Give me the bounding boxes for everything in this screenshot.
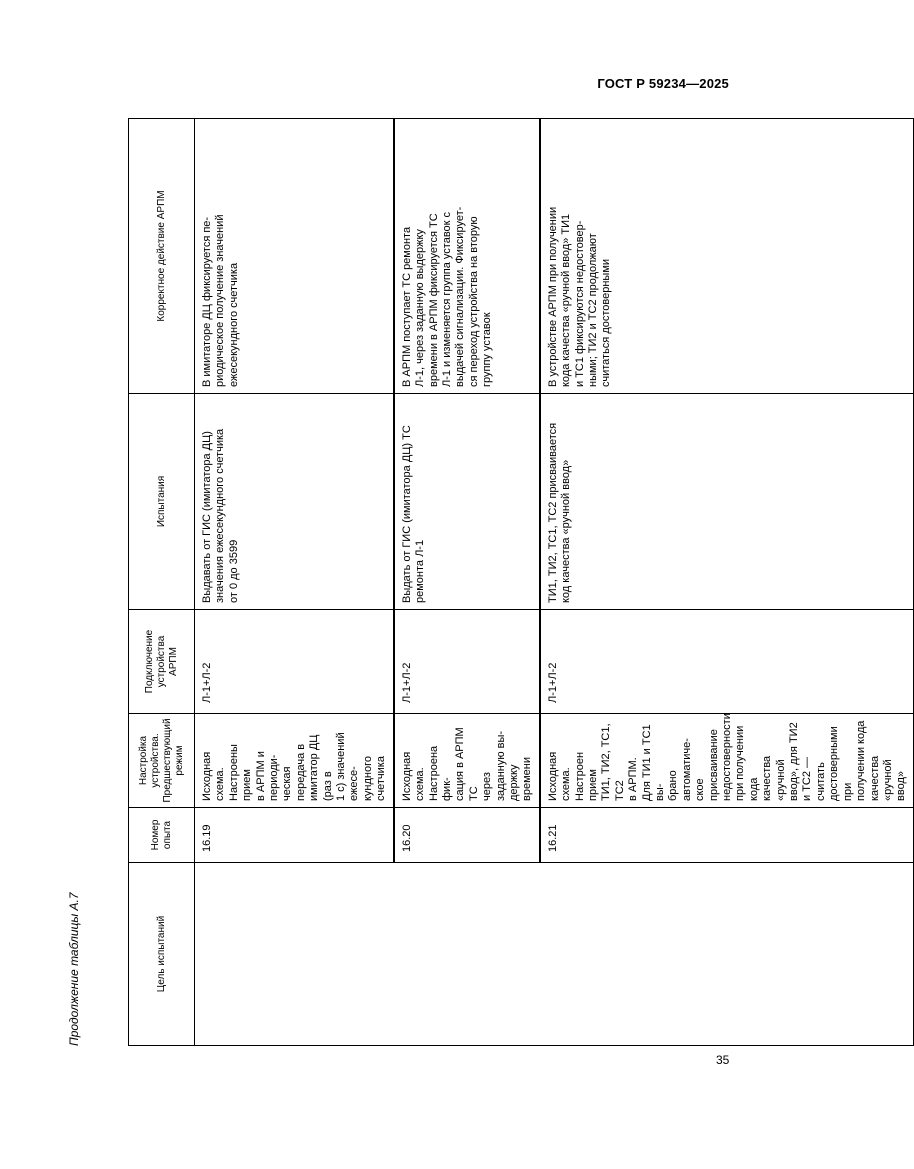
- header-number: Номер опыта: [129, 808, 195, 863]
- cell-tests: Выдавать от ГИС (имитатора ДЦ) значения ежесекундного счетчика от 0 до 3599: [195, 394, 394, 610]
- cell-number: 16.20: [394, 808, 540, 863]
- table-row: [195, 119, 394, 1046]
- cell-connection: Л-1+Л-2: [540, 610, 913, 714]
- cell-goal: [195, 863, 914, 1046]
- table-header-row: [129, 119, 195, 1046]
- test-table: [128, 118, 914, 1046]
- table-caption: Продолжение таблицы А.7: [67, 892, 81, 1046]
- standard-code: ГОСТ Р 59234—2025: [597, 76, 729, 91]
- cell-tests: ТИ1, ТИ2, ТС1, ТС2 присваивается код качества «ручной ввод»: [540, 394, 913, 610]
- cell-number: 16.21: [540, 808, 913, 863]
- cell-connection: Л-1+Л-2: [394, 610, 540, 714]
- cell-connection: Л-1+Л-2: [195, 610, 394, 714]
- cell-setup: Исходная схема. Настроена фик- сация в АРПМ ТС через заданную вы- держку времени: [394, 714, 540, 808]
- cell-action: В имитаторе ДЦ фиксируется пе- риодическое получение значений ежесекундного счетчика: [195, 119, 394, 394]
- header-setup: Настройка устройства. Предшествующий режим: [129, 714, 195, 808]
- cell-setup: Исходная схема. Настроены прием в АРПМ и периоди- ческая передача в имитатор ДЦ (раз в 1 с) значений ежесе- кундного счетчика: [195, 714, 394, 808]
- cell-action: В устройстве АРПМ при получении кода качества «ручной ввод» ТИ1 и ТС1 фиксируются недостовер- ными; ТИ2 и ТС2 продолжают считаться достоверными: [540, 119, 913, 394]
- header-action: Корректное действие АРПМ: [129, 119, 195, 394]
- rotated-table-block: [67, 118, 908, 1046]
- page-number: 35: [716, 1053, 730, 1067]
- cell-setup: Исходная схема. Настроен прием ТИ1, ТИ2, ТС1, ТС2 в АРПМ. Для ТИ1 и ТС1 вы- брано автоматиче- ское присваивание недостоверности при получении кода качества «ручной ввод», для ТИ2 и ТС2 — считать достоверными при получении кода качества «ручной ввод»: [540, 714, 913, 808]
- cell-tests: Выдать от ГИС (имитатора ДЦ) ТС ремонта Л-1: [394, 394, 540, 610]
- header-tests: Испытания: [129, 394, 195, 610]
- cell-action: В АРПМ поступает ТС ремонта Л-1, через заданную выдержку времени в АРПМ фиксируется ТС Л-1 и изменяется группа уставок с выдачей сигнализации. Фиксирует- ся переход устройства на вторую группу уставок: [394, 119, 540, 394]
- header-connection: Подключение устройства АРПМ: [129, 610, 195, 714]
- cell-number: 16.19: [195, 808, 394, 863]
- header-goal: Цель испытаний: [129, 863, 195, 1046]
